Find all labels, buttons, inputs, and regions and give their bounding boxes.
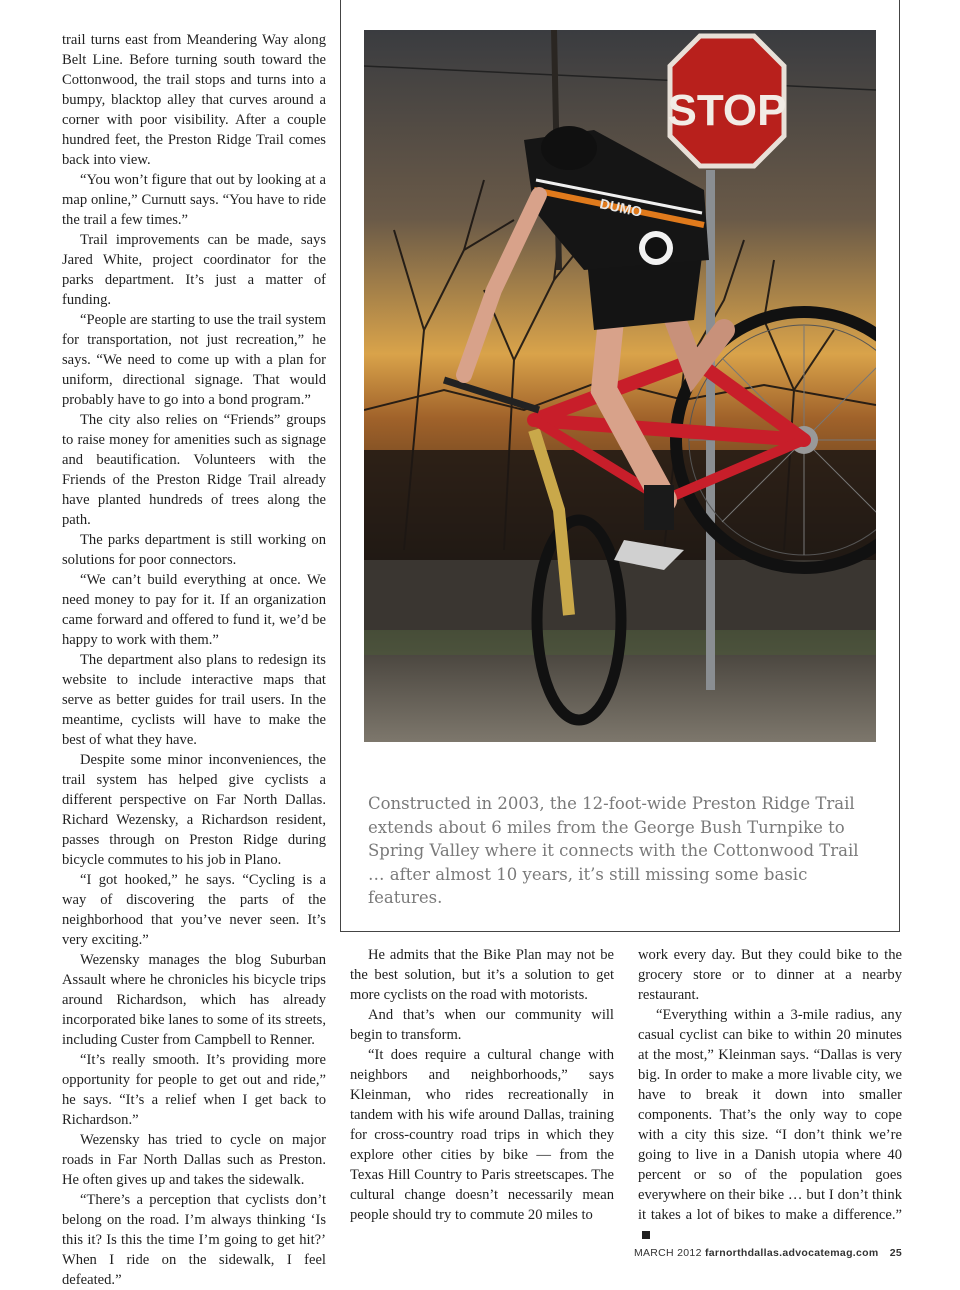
article-column-left [62, 30, 326, 1290]
paragraph: “It’s really smooth. It’s providing more opportunity for people to get out and ride,” he says. “It’s a relief when I get back to Richardson.” [62, 1052, 326, 1128]
paragraph: Wezensky manages the blog Suburban Assault where he chronicles his bicycle trips around Richardson, which has already incorporated bike lanes to some of its streets, including Custer from Campbell to Renner. [62, 952, 326, 1048]
paragraph: trail turns east from Meandering Way along Belt Line. Before turning south toward the Cottonwood, the trail stops and turns into a bumpy, blacktop alley that curves around a corner with poor visibility. After a couple hundred feet, the Preston Ridge Trail comes back into view. [62, 32, 326, 168]
paragraph: “We can’t build everything at once. We need money to pay for it. If an organization came forward and offered to fund it, we’d be happy to work with them.” [62, 572, 326, 648]
page-number: 25 [889, 1247, 902, 1259]
paragraph: “It does require a cultural change with neighbors and neighborhoods,” says Kleinman, who rides recreationally in tandem with his wife around Dallas, training for cross-country road trips in which they explore other cities by bike — from the Texas Hill Country to Paris streetscapes. The cultural change doesn’t necessarily mean people should try to commute 20 miles to [350, 1047, 614, 1223]
jersey-text: DUMO [598, 195, 644, 220]
paragraph: He admits that the Bike Plan may not be the best solution, but it’s a solution to get more cyclists on the road with motorists. [350, 947, 614, 1003]
article-column-middle [350, 945, 614, 1225]
paragraph: “I got hooked,” he says. “Cycling is a way of discovering the parts of the neighborhood that you’ve never seen. It’s very exciting.” [62, 872, 326, 948]
paragraph: The department also plans to redesign its website to include interactive maps that serve as better guides for trail users. In the meantime, cyclists will have to make the best of what they have. [62, 652, 326, 748]
end-of-article-mark [642, 1231, 650, 1239]
paragraph: The parks department is still working on solutions for poor connectors. [62, 532, 326, 568]
paragraph: Trail improvements can be made, says Jared White, project coordinator for the parks department. It’s just a matter of funding. [62, 232, 326, 308]
cyclist-photo [364, 30, 876, 742]
footer-site-link[interactable]: farnorthdallas.advocatemag.com [704, 1247, 879, 1259]
paragraph: “There’s a perception that cyclists don’t belong on the road. I’m always thinking ‘Is this it? Is this the time I’m going to get hit?’ When I ride on the sidewalk, I feel defeated.” [62, 1192, 326, 1288]
paragraph: “You won’t figure that out by looking at a map online,” Curnutt says. “You have to ride the trail a few times.” [62, 172, 326, 228]
paragraph: The city also relies on “Friends” groups to raise money for amenities such as signage and beautification. Volunteers with the Friends of the Preston Ridge Trail already have planted hundreds of trees along the path. [62, 412, 326, 528]
paragraph [638, 1005, 902, 1245]
paragraph: work every day. But they could bike to the grocery store or to dinner at a nearby restaurant. [638, 947, 902, 1003]
article-column-right [638, 945, 902, 1245]
photo-caption: Constructed in 2003, the 12-foot-wide Preston Ridge Trail extends about 6 miles from the George Bush Turnpike to Spring Valley where it connects with the Cottonwood Trail … after almost 10 years, it’s still missing some basic features. [368, 794, 859, 907]
paragraph: “People are starting to use the trail system for transportation, not just recreation,” he says. “We need to come up with a plan for uniform, directional signage. That would probably have to go into a bond program.” [62, 312, 326, 408]
paragraph: Wezensky has tried to cycle on major roads in Far North Dallas such as Preston. He often gives up and takes the sidewalk. [62, 1132, 326, 1188]
paragraph: Despite some minor inconveniences, the trail system has helped give cyclists a different perspective on Far North Dallas. Richard Wezensky, a Richardson resident, passes through on Preston Ridge during bicycle commutes to his job in Plano. [62, 752, 326, 868]
paragraph-text: “Everything within a 3-mile radius, any casual cyclist can bike to within 20 minutes at the most,” Kleinman says. “Dallas is very big. In order to make a more livable city, we have to break it down into smaller components. That’s the only way to cope with a city this size. “I don’t think we’re going to live in a Danish utopia where 40 percent or so of the population goes everywhere on their bike … but I don’t think it takes a lot of bikes to make a difference.” [638, 1007, 902, 1223]
paragraph: And that’s when our community will begin to transform. [350, 1007, 614, 1043]
footer-issue: MARCH 2012 [633, 1247, 702, 1259]
stop-sign-text: STOP [667, 86, 787, 135]
page-footer [634, 1247, 902, 1259]
